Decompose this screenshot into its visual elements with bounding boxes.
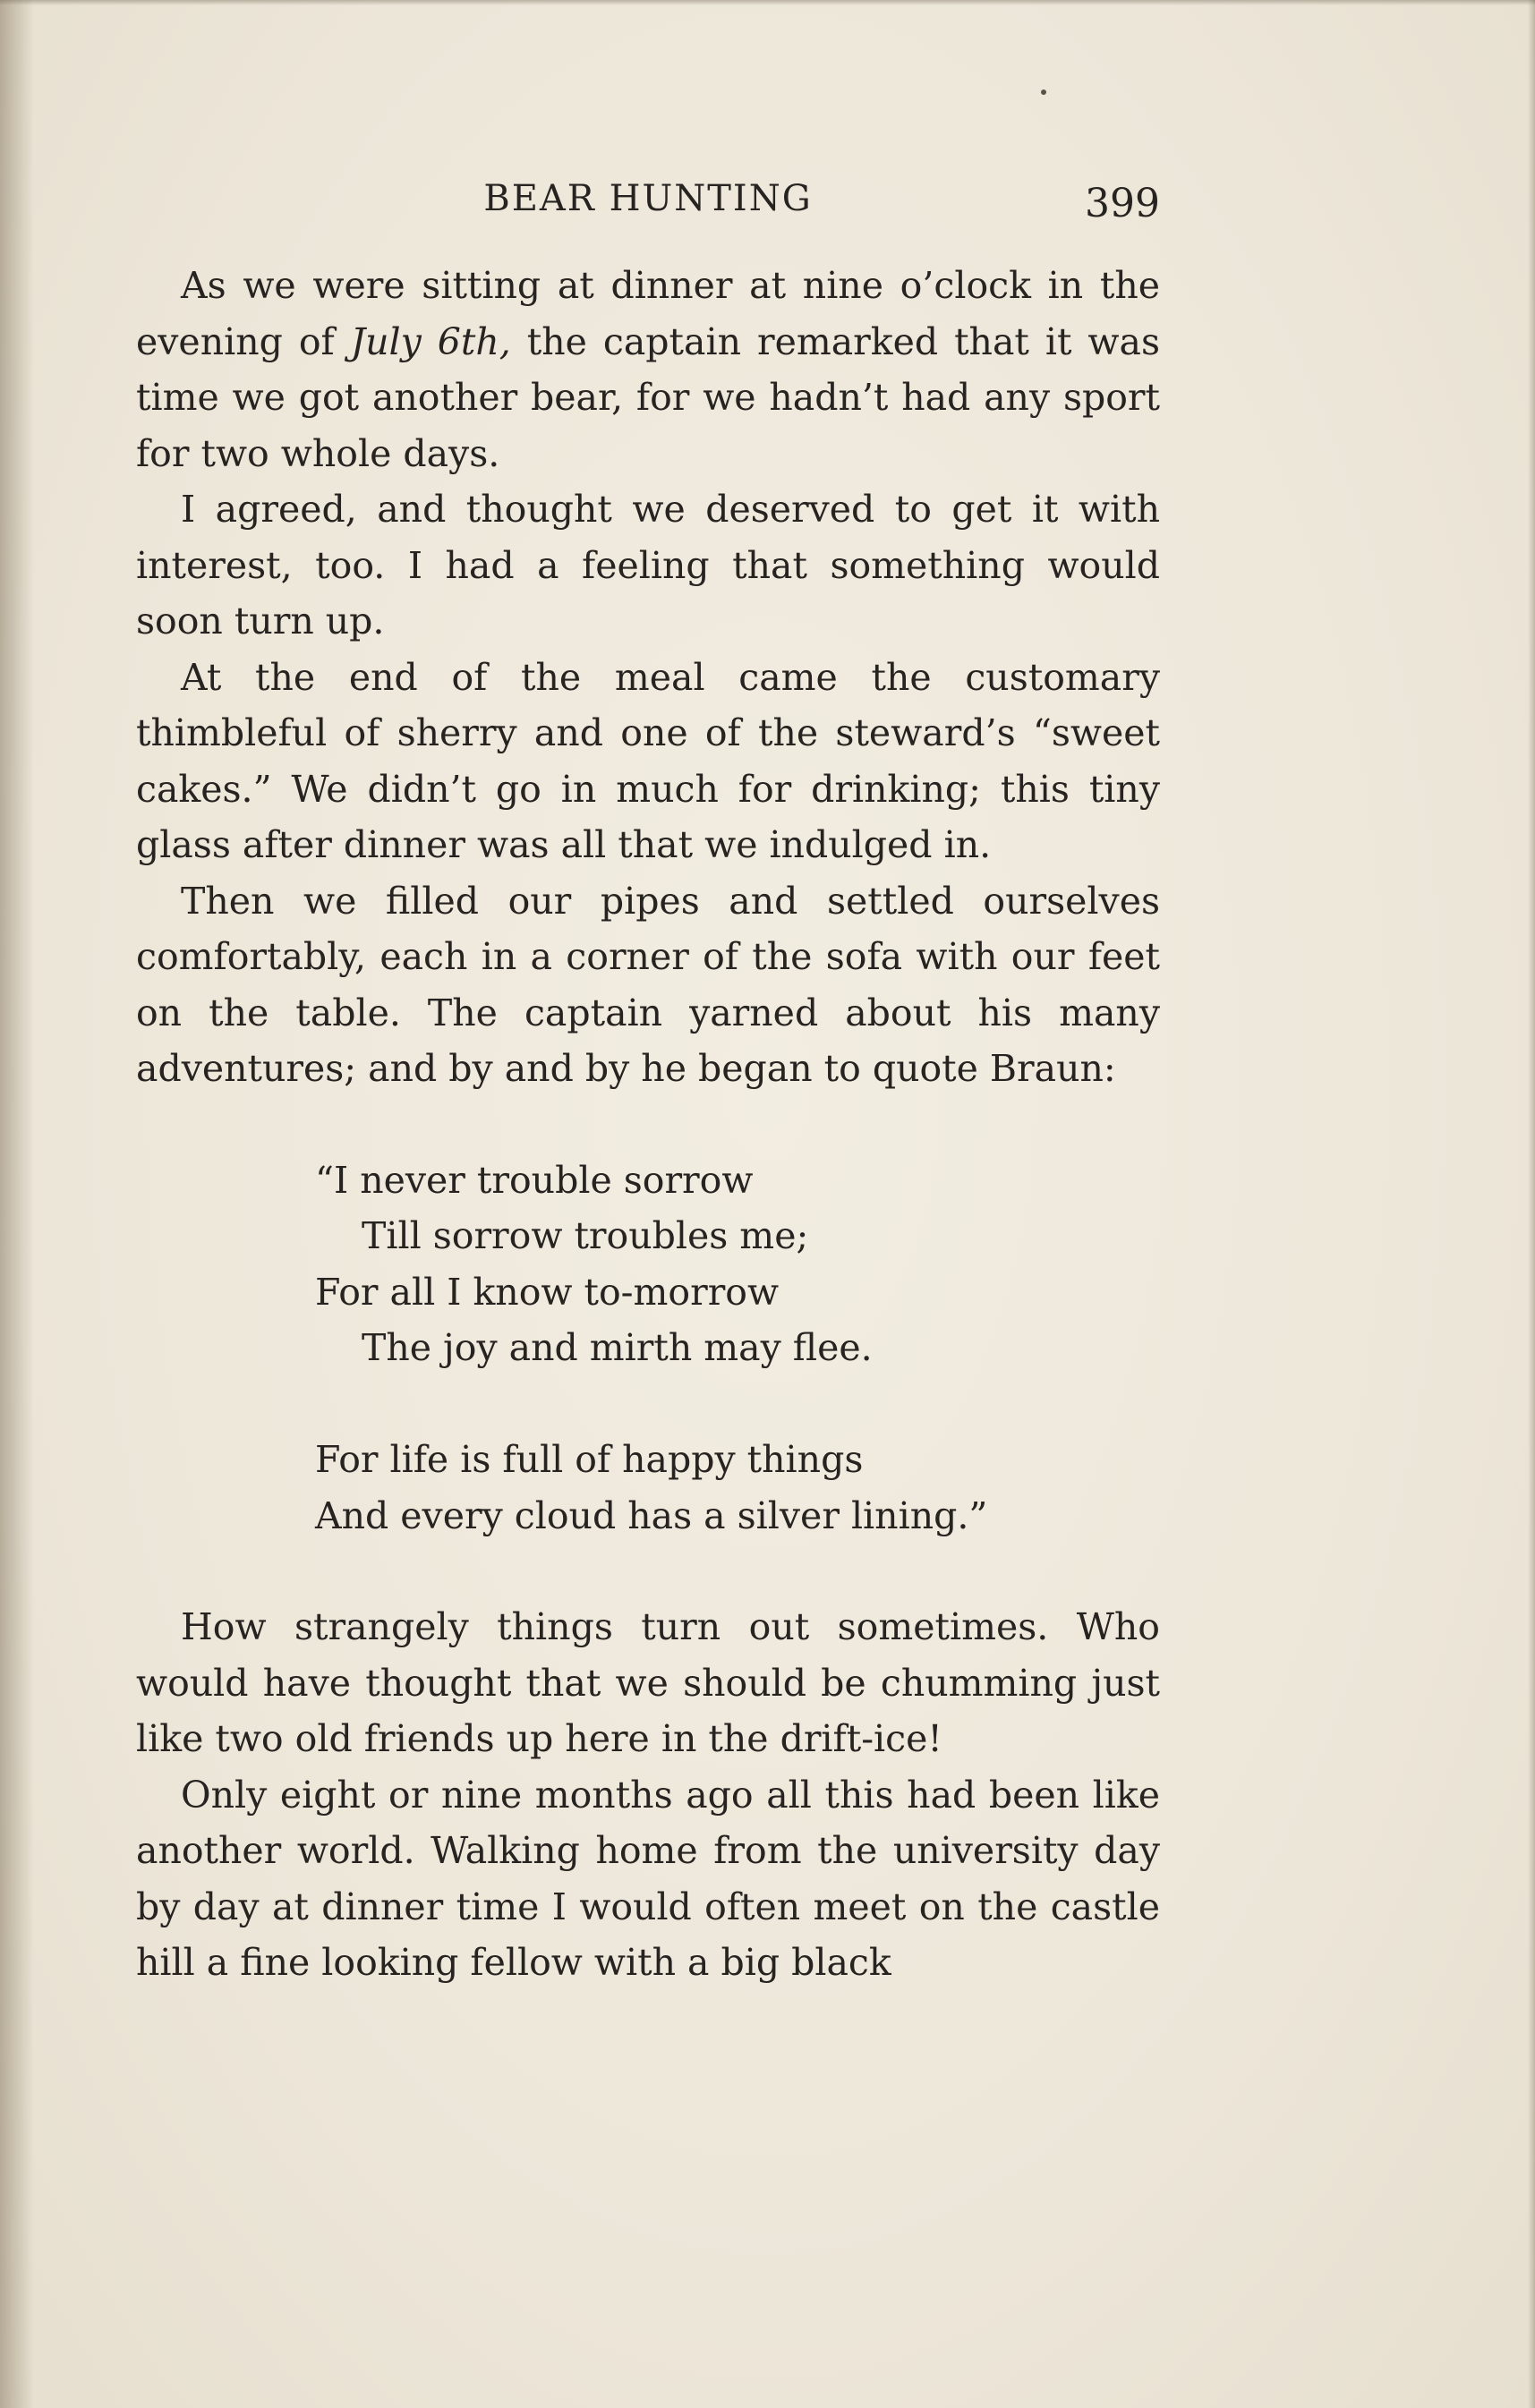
poem-line: The joy and mirth may flee.: [362, 1326, 873, 1369]
page-number: 399: [1085, 181, 1160, 226]
paragraph-1-before: As we were sitting at dinner at nine o’clock in the evening of: [136, 264, 1160, 363]
poem-line: And every cloud has a silver lining.”: [315, 1493, 988, 1537]
page-gutter-shadow: [0, 0, 34, 2408]
paragraph-3: At the end of the meal came the customary thimbleful of sherry and one of the steward’s “sweet cakes.” We didn’t go in much for drinking; this tiny glass after dinner was all that we indulged in.: [136, 655, 1160, 866]
page-top-edge: [0, 0, 1535, 5]
paragraph-5: How strangely things turn out sometimes. Who would have thought that we should be chumming just like two old friends up here in the drift-ice!: [136, 1605, 1160, 1760]
paper-speck: [1041, 89, 1046, 95]
page-right-edge: [1528, 0, 1535, 2408]
poem-line: For life is full of happy things: [315, 1438, 864, 1481]
paragraph-6: Only eight or nine months ago all this had been like another world. Walking home from the university day by day at dinner time I would often meet on the castle hill a fine looking fellow with a big black: [136, 1773, 1160, 1984]
paragraph-2: I agreed, and thought we deserved to get it with interest, too. I had a feeling that something would soon turn up.: [136, 488, 1160, 642]
poem-line: “I never trouble sorrow: [315, 1158, 754, 1202]
poem-line: For all I know to-morrow: [315, 1270, 780, 1314]
running-head: BEAR HUNTING: [483, 178, 813, 219]
poem-quote: [315, 1153, 1160, 1544]
poem-stanza-2: [315, 1432, 1160, 1544]
poem-stanza-1: [315, 1153, 1160, 1376]
poem-line: Till sorrow troubles me;: [362, 1214, 809, 1257]
page-header: [136, 175, 1160, 229]
body-text: [136, 258, 1160, 1991]
paragraph-4: Then we filled our pipes and settled ourselves comfortably, each in a corner of the sofa with our feet on the table. The captain yarned about his many adventures; and by and by he began to quote Braun:: [136, 879, 1160, 1090]
paragraph-1-after: the captain remarked that it was time we got another bear, for we hadn’t had any sport for two whole days.: [136, 319, 1161, 475]
paragraph-1-date: July 6th,: [350, 319, 511, 363]
paragraph-1: [136, 258, 1160, 481]
